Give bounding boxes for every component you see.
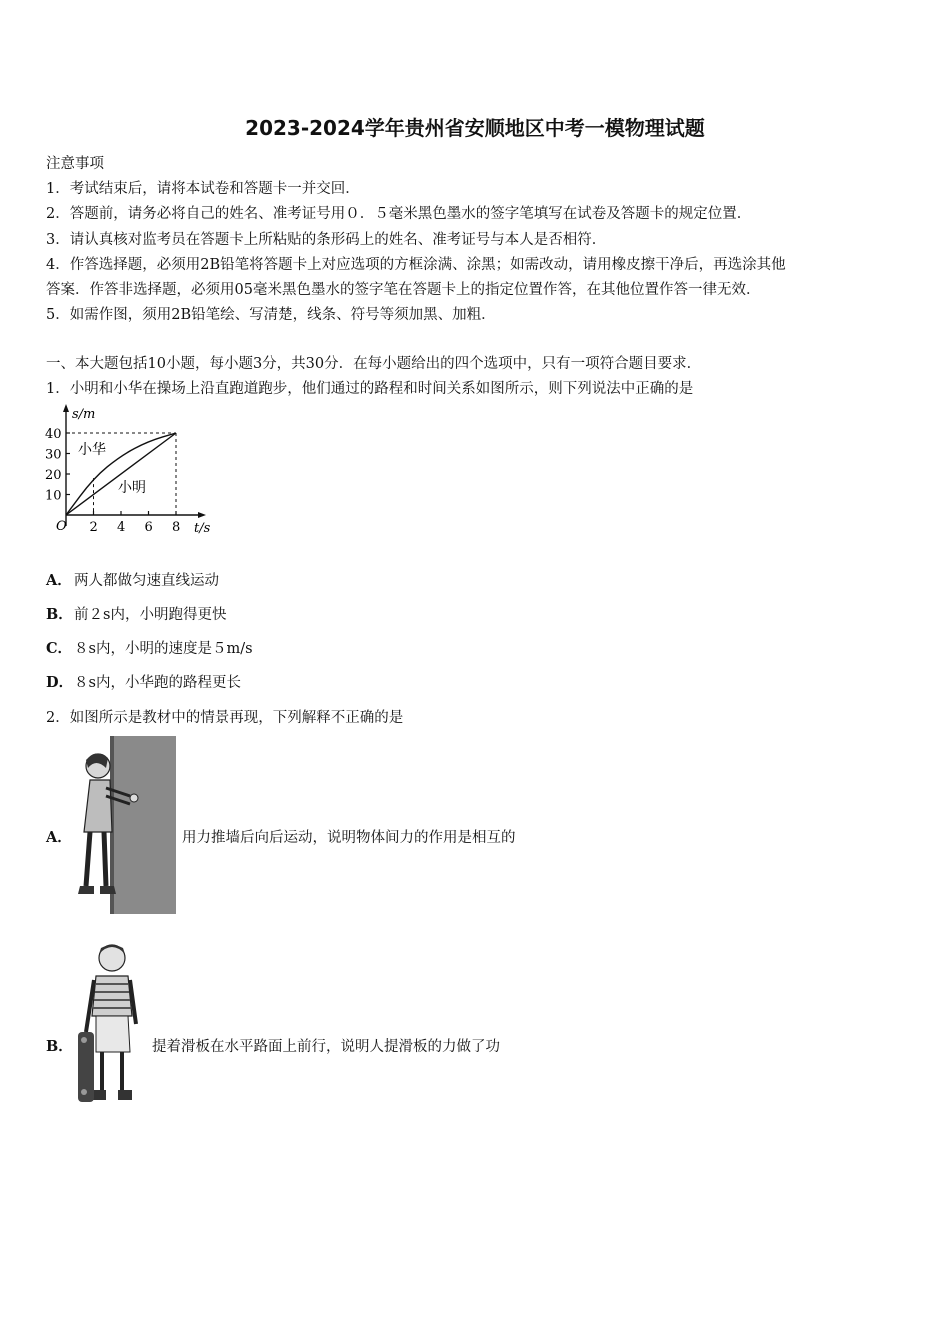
y-tick-label: 40: [45, 427, 62, 442]
notice-item-3: 3．请认真核对监考员在答题卡上所粘贴的条形码上的姓名、准考证号与本人是否相符．: [46, 232, 607, 248]
boy-carrying-skateboard-illustration: [76, 940, 148, 1118]
person-pushing-wall-illustration: [76, 736, 178, 914]
q2-option-a-label: A．: [46, 829, 72, 846]
notice-item-4-cont: 答案．作答非选择题，必须用05毫米黑色墨水的签字笔在答题卡上的指定位置作答，在其他位置作答一律无效．: [46, 282, 761, 298]
notice-heading: 注意事项: [46, 156, 104, 172]
x-tick-label: 6: [144, 520, 153, 535]
q1-option-d-label: D．: [46, 674, 74, 691]
q1-option-d-text: ８s内，小华跑的路程更长: [74, 675, 241, 691]
x-tick-label: 8: [172, 520, 181, 535]
series-label-xiaoming: 小明: [118, 480, 146, 496]
notice-item-4: 4．作答选择题，必须用2B铅笔将答题卡上对应选项的方框涂满、涂黑；如需改动，请用橡皮擦干净后，再选涂其他: [46, 257, 786, 273]
y-tick-label: 30: [45, 447, 62, 463]
x-axis-arrow: [198, 512, 206, 518]
q2-option-a-text: 用力推墙后向后运动，说明物体间力的作用是相互的: [182, 830, 516, 846]
section-heading: 一、本大题包括10小题，每小题3分，共30分．在每小题给出的四个选项中，只有一项符合题目要求．: [46, 356, 702, 372]
notice-item-1: 1．考试结束后，请将本试卷和答题卡一并交回．: [46, 181, 360, 197]
origin-label: O: [56, 519, 67, 534]
x-tick-label: 2: [89, 520, 98, 535]
y-tick-label: 10: [45, 488, 62, 504]
q1-option-b-text: 前２s内，小明跑得更快: [74, 607, 227, 623]
q1-option-b-label: B．: [46, 606, 73, 623]
y-axis-label: s/m: [72, 407, 96, 422]
q1-stem: 1．小明和小华在操场上沿直跑道跑步，他们通过的路程和时间关系如图所示，则下列说法中正确的是: [46, 381, 694, 397]
page-title: 2023-2024学年贵州省安顺地区中考一模物理试题: [245, 116, 705, 140]
st-chart: [44, 402, 234, 538]
notice-item-2: 2．答题前，请务必将自己的姓名、准考证号用０．５毫米黑色墨水的签字笔填写在试卷及答题卡的规定位置．: [46, 206, 752, 222]
q2-stem: 2．如图所示是教材中的情景再现，下列解释不正确的是: [46, 710, 404, 726]
x-axis-label: t/s: [194, 521, 211, 536]
y-tick-label: 20: [45, 468, 62, 483]
q1-option-a-label: A．: [46, 572, 72, 589]
notice-item-5: 5．如需作图，须用2B铅笔绘、写清楚，线条、符号等须加黑、加粗．: [46, 307, 496, 323]
q1-option-c-label: C．: [46, 640, 73, 657]
q2-option-b-label: B．: [46, 1038, 73, 1055]
series-label-xiaohua: 小华: [78, 442, 106, 458]
x-tick-label: 4: [117, 520, 126, 535]
q1-option-a-text: 两人都做匀速直线运动: [74, 573, 219, 589]
y-axis-arrow: [63, 404, 69, 412]
q1-option-c-text: ８s内，小明的速度是５m/s: [74, 641, 253, 657]
q2-option-b-text: 提着滑板在水平路面上前行，说明人提滑板的力做了功: [152, 1039, 500, 1055]
